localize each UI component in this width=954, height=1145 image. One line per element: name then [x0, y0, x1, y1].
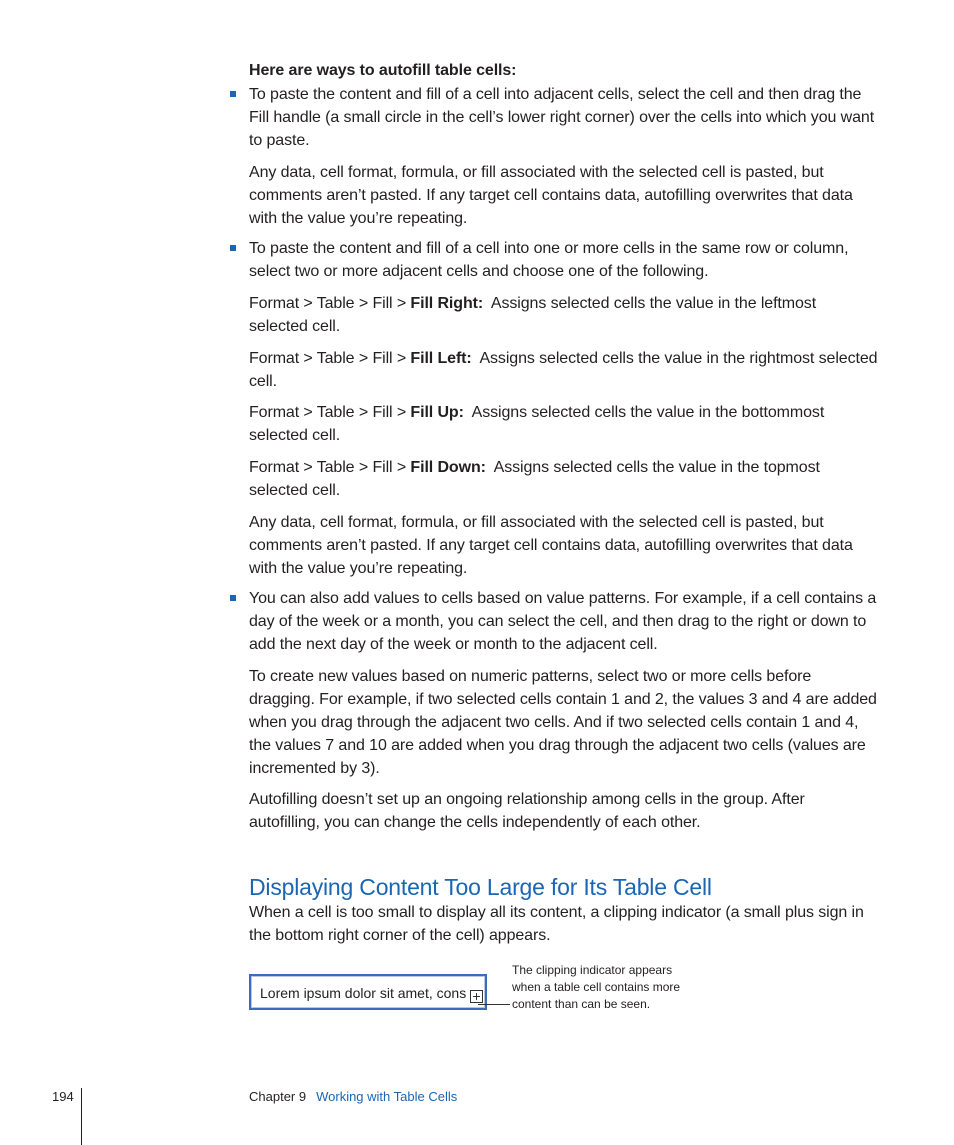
callout-line	[478, 1004, 510, 1005]
menu-separator: >	[299, 459, 317, 476]
menu-separator: >	[392, 350, 411, 367]
figure-callout: The clipping indicator appears when a table cell contains more content than can be seen.	[512, 963, 681, 1011]
menu-fill: Fill	[372, 295, 393, 312]
menu-table: Table	[316, 404, 355, 421]
bullet-1-note: Any data, cell format, formula, or fill associated with the selected cell is pasted, but comments aren’t pasted. If any target cell contains data, autofilling overwrites that data with the value you’re repeating.	[249, 164, 853, 227]
chapter-label: Chapter 9	[249, 1089, 307, 1104]
section-heading: Displaying Content Too Large for Its Table Cell	[249, 874, 712, 900]
footer-chapter	[249, 1089, 457, 1104]
menu-item-fill-left: Fill Left:	[410, 350, 472, 367]
menu-fill: Fill	[372, 350, 393, 367]
command-fill-right	[249, 292, 879, 338]
bullet-3-note-1: To create new values based on numeric patterns, select two or more cells before dragging. For example, if two selected cells contain 1 and 2, the values 3 and 4 are added when you drag through the adjacent two cells. And if two selected cells contain 1 and 4, the values 7 and 10 are added when you drag through the adjacent two cells (values are incremented by 3).	[249, 668, 877, 777]
bullet-marker	[230, 245, 236, 251]
menu-separator: >	[354, 350, 373, 367]
menu-fill: Fill	[372, 404, 393, 421]
menu-separator: >	[299, 350, 317, 367]
menu-format: Format	[249, 295, 300, 312]
command-description: Assigns selected cells the value in the bottommost selected cell.	[249, 404, 825, 444]
menu-format: Format	[249, 404, 300, 421]
section-intro: Here are ways to autofill table cells:	[249, 62, 517, 79]
bullet-3-text: You can also add values to cells based on value patterns. For example, if a cell contains a day of the week or a month, you can select the cell, and then drag to the right or down to add the next day of the week or month to the adjacent cell.	[249, 590, 877, 653]
menu-item-fill-right: Fill Right:	[410, 295, 484, 312]
page-number: 194	[52, 1089, 74, 1104]
menu-separator: >	[392, 404, 411, 421]
command-fill-left	[249, 347, 879, 393]
command-fill-up	[249, 401, 879, 447]
bullet-2-text: To paste the content and fill of a cell into one or more cells in the same row or column, select two or more adjacent cells and choose one of the following.	[249, 240, 849, 280]
menu-table: Table	[316, 459, 355, 476]
clipping-indicator-icon	[470, 990, 483, 1003]
menu-separator: >	[354, 404, 373, 421]
bullet-2-note: Any data, cell format, formula, or fill associated with the selected cell is pasted, but comments aren’t pasted. If any target cell contains data, autofilling overwrites that data with the value you’re repeating.	[249, 514, 853, 577]
command-description: Assigns selected cells the value in the topmost selected cell.	[249, 459, 820, 499]
footer-rule	[81, 1088, 82, 1145]
table-cell-example	[249, 974, 487, 1010]
command-fill-down	[249, 456, 879, 502]
bullet-3-note-2: Autofilling doesn’t set up an ongoing relationship among cells in the group. After autofilling, you can change the cells independently of each other.	[249, 791, 805, 831]
chapter-title-link[interactable]: Working with Table Cells	[316, 1089, 458, 1104]
menu-item-fill-down: Fill Down:	[410, 459, 486, 476]
section-body: When a cell is too small to display all its content, a clipping indicator (a small plus sign in the bottom right corner of the cell) appears.	[249, 904, 864, 944]
menu-table: Table	[316, 350, 355, 367]
command-description: Assigns selected cells the value in the rightmost selected cell.	[249, 350, 878, 390]
menu-format: Format	[249, 350, 300, 367]
command-description: Assigns selected cells the value in the leftmost selected cell.	[249, 295, 817, 335]
menu-fill: Fill	[372, 459, 393, 476]
menu-separator: >	[299, 404, 317, 421]
cell-content-text: Lorem ipsum dolor sit amet, cons	[260, 985, 467, 1001]
menu-separator: >	[392, 295, 411, 312]
menu-separator: >	[392, 459, 411, 476]
menu-item-fill-up: Fill Up:	[410, 404, 464, 421]
menu-separator: >	[354, 295, 373, 312]
bullet-marker	[230, 91, 236, 97]
menu-format: Format	[249, 459, 300, 476]
menu-separator: >	[299, 295, 317, 312]
bullet-1-text: To paste the content and fill of a cell into adjacent cells, select the cell and then drag the Fill handle (a small circle in the cell’s lower right corner) over the cells into which you want to paste.	[249, 86, 875, 149]
bullet-marker	[230, 595, 236, 601]
menu-separator: >	[354, 459, 373, 476]
menu-table: Table	[316, 295, 355, 312]
